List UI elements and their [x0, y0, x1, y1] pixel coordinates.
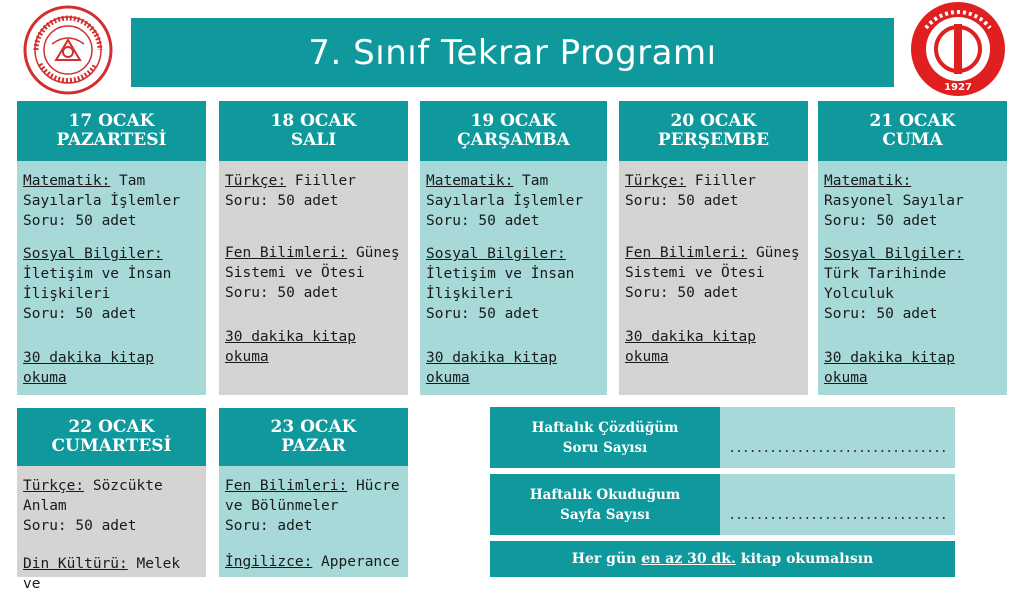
subject-label: Sosyal Bilgiler:	[23, 246, 163, 262]
subject-block	[426, 171, 607, 231]
meb-logo	[22, 4, 114, 96]
day-body-17-ocak	[17, 161, 206, 395]
subject-block	[23, 476, 206, 536]
reminder-emphasis: en az 30 dk.	[641, 551, 736, 567]
summary-label-line: Soru Sayısı	[562, 439, 648, 456]
subject-topic: Tam Sayılarla İşlemler	[426, 173, 584, 209]
school-seal-icon	[906, 0, 1010, 98]
reading-task: 30 dakika kitap okuma	[23, 350, 154, 386]
subject-block	[225, 552, 408, 572]
page-title: 7. Sınıf Tekrar Programı	[308, 32, 717, 73]
day-weekday: CUMARTESİ	[51, 436, 172, 456]
subject-label: Matematik:	[23, 173, 111, 189]
subject-block	[824, 171, 1007, 231]
question-count: Soru: 50 adet	[625, 285, 739, 301]
reading-task: 30 dakika kitap okuma	[625, 329, 756, 365]
subject-label: Fen Bilimleri:	[225, 478, 348, 494]
day-header-20-ocak	[619, 101, 808, 161]
subject-topic: Güneş Sistemi ve Ötesi	[625, 245, 800, 281]
subject-label: Matematik:	[824, 173, 912, 189]
question-count: Soru: 50 adet	[824, 306, 938, 322]
summary-label-line: Haftalık Okuduğum	[529, 486, 681, 503]
subject-label: Fen Bilimleri:	[625, 245, 748, 261]
title-banner	[131, 18, 894, 87]
subject-topic: Rasyonel Sayılar	[824, 193, 964, 209]
day-weekday: SALI	[290, 130, 337, 150]
question-count: Soru: 50 adet	[426, 213, 540, 229]
subject-topic: İletişim ve İnsan İlişkileri	[426, 266, 575, 302]
day-weekday: ÇARŞAMBA	[457, 130, 570, 150]
day-date: 23 OCAK	[270, 417, 357, 437]
question-count: Soru: adet	[225, 518, 313, 534]
school-seal-year: 1927	[944, 82, 972, 93]
subject-topic: Fiiller	[286, 173, 356, 189]
day-date: 17 OCAK	[68, 111, 155, 131]
day-body-18-ocak	[219, 161, 408, 395]
day-body-22-ocak	[17, 466, 206, 592]
day-body-20-ocak	[619, 161, 808, 395]
subject-label: İngilizce:	[225, 554, 313, 570]
weekly-questions-label	[490, 407, 720, 468]
day-body-23-ocak	[219, 466, 408, 577]
reading-task: 30 dakika kitap okuma	[824, 350, 955, 386]
subject-topic: Hücre ve Bölünmeler	[225, 478, 400, 514]
subject-label: Din Kültürü:	[23, 556, 128, 572]
weekly-pages-label	[490, 474, 720, 535]
day-date: 19 OCAK	[470, 111, 557, 131]
subject-block	[225, 476, 408, 536]
subject-block	[225, 171, 408, 211]
subject-label: Türkçe:	[23, 478, 85, 494]
subject-topic: Güneş Sistemi ve Ötesi	[225, 245, 400, 281]
day-date: 18 OCAK	[270, 111, 357, 131]
reminder-prefix: Her gün	[571, 551, 637, 567]
question-count: Soru: 50 adet	[23, 213, 137, 229]
subject-topic: Tam Sayılarla İşlemler	[23, 173, 181, 209]
subject-topic: İletişim ve İnsan İlişkileri	[23, 266, 172, 302]
subject-topic: Melek ve	[23, 556, 181, 592]
subject-label: Türkçe:	[625, 173, 687, 189]
day-date: 21 OCAK	[869, 111, 956, 131]
subject-block	[23, 244, 206, 324]
day-header-23-ocak	[219, 408, 408, 466]
day-date: 22 OCAK	[68, 417, 155, 437]
subject-topic: Sözcükte Anlam	[23, 478, 163, 514]
question-count: Soru: 50 adet	[625, 193, 739, 209]
subject-block	[625, 171, 808, 211]
day-body-19-ocak	[420, 161, 607, 395]
summary-label-line: Haftalık Çözdüğüm	[531, 419, 679, 436]
reminder-suffix: kitap okumalısın	[740, 551, 874, 567]
subject-block	[824, 244, 1007, 324]
subject-topic: Türk Tarihinde Yolculuk	[824, 266, 947, 302]
subject-block	[23, 171, 206, 231]
day-header-21-ocak	[818, 101, 1007, 161]
subject-topic: Fiiller	[686, 173, 756, 189]
subject-topic: Apperance	[312, 554, 400, 570]
reading-task: 30 dakika kitap okuma	[426, 350, 557, 386]
day-header-17-ocak	[17, 101, 206, 161]
question-count: Soru: 50 adet	[23, 518, 137, 534]
summary-label-line: Sayfa Sayısı	[560, 506, 650, 523]
subject-label: Türkçe:	[225, 173, 287, 189]
summary-blank: ................................	[728, 441, 947, 456]
meb-seal-icon	[22, 4, 114, 96]
day-body-21-ocak	[818, 161, 1007, 395]
subject-block	[23, 554, 206, 594]
day-header-19-ocak	[420, 101, 607, 161]
question-count: Soru: 50 adet	[225, 193, 339, 209]
weekly-pages-value[interactable]	[720, 474, 955, 535]
subject-block	[625, 243, 808, 303]
subject-block	[426, 244, 607, 324]
day-weekday: CUMA	[882, 130, 943, 150]
day-weekday: PAZARTESİ	[56, 130, 167, 150]
subject-label: Sosyal Bilgiler:	[824, 246, 964, 262]
subject-label: Matematik:	[426, 173, 514, 189]
school-logo	[906, 0, 1010, 98]
question-count: Soru: 50 adet	[23, 306, 137, 322]
day-header-22-ocak	[17, 408, 206, 466]
day-header-18-ocak	[219, 101, 408, 161]
subject-label: Sosyal Bilgiler:	[426, 246, 566, 262]
question-count: Soru: 50 adet	[824, 213, 938, 229]
subject-label: Fen Bilimleri:	[225, 245, 348, 261]
question-count: Soru: 50 adet	[225, 285, 339, 301]
day-weekday: PERŞEMBE	[657, 130, 770, 150]
weekly-questions-value[interactable]	[720, 407, 955, 468]
reading-reminder-banner	[490, 541, 955, 577]
question-count: Soru: 50 adet	[426, 306, 540, 322]
day-date: 20 OCAK	[670, 111, 757, 131]
reading-task: 30 dakika kitap okuma	[225, 329, 356, 365]
day-weekday: PAZAR	[281, 436, 346, 456]
subject-block	[225, 243, 408, 303]
summary-blank: ................................	[728, 508, 947, 523]
